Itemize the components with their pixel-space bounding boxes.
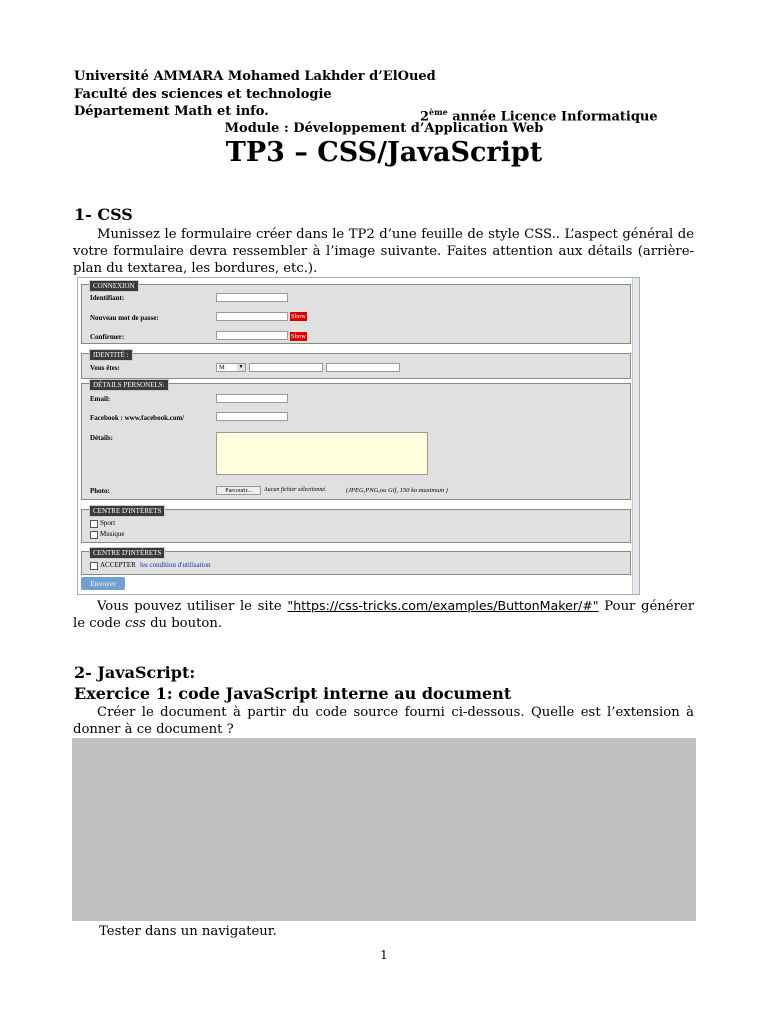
page-number: 1 [380,948,388,962]
input-nom[interactable] [249,363,323,372]
label-identifiant: Identifiant: [90,294,125,302]
show-button-2[interactable]: Show [291,333,306,340]
photo-hint: (JPEG,PNG,ou Gif, 150 ko maximum ) [346,487,448,494]
label-nouveau-mdp: Nouveau mot de passe: [90,314,159,322]
link-conditions[interactable]: les condition d'utilisation [140,561,211,569]
input-confirmer[interactable] [216,331,288,340]
legend-identite: IDENTITÉ : [89,349,133,361]
input-prenom[interactable] [326,363,400,372]
exercice-1-heading: Exercice 1: code JavaScript interne au document [74,684,512,703]
scrollbar [632,278,639,594]
fieldset-connexion [81,284,631,344]
textarea-details[interactable] [216,432,428,475]
input-nouveau-mdp[interactable] [216,312,288,321]
show-button-1[interactable]: Show [291,313,306,320]
label-details: Détails: [90,434,113,442]
fieldset-identite [81,353,631,379]
label-email: Email: [90,395,111,403]
exercice-1-paragraph: Créer le document à partir du code source fourni ci-dessous. Quelle est l’extension à donner à ce document ? [73,705,694,737]
page-title: TP3 – CSS/JavaScript [225,137,543,168]
checkbox-sport[interactable] [90,520,98,528]
faculty-name: Faculté des sciences et technologie [74,87,332,102]
year-level: 2ème année Licence Informatique [420,107,658,125]
checkbox-accepter[interactable] [90,562,98,570]
section-css-heading: 1- CSS [74,205,133,224]
section-js-heading: 2- JavaScript: [74,663,196,682]
tester-text: Tester dans un navigateur. [99,924,277,939]
legend-connexion: CONNEXION [89,280,139,292]
select-civilite[interactable]: M ▼ [216,363,246,372]
label-accepter: ACCEPTER [100,561,136,569]
legend-details: DÉTAILS PERSONELS: [89,379,169,391]
code-source-box [72,738,696,921]
section-css-paragraph: Munissez le formulaire créer dans le TP2 d’une feuille de style CSS.. L’aspect général de votre formulaire devra ressembler à l’image suivante. Faites attention aux détails (arrière-plan du textarea, les bordures, etc.). [73,227,694,276]
fieldset-centre-interets-2 [81,551,631,575]
input-facebook[interactable] [216,412,288,421]
fieldset-centre-interets-1 [81,509,631,543]
label-confirmer: Confirmer: [90,333,125,341]
label-facebook: Facebook : www.facebook.com/ [90,414,185,422]
checkbox-musique[interactable] [90,531,98,539]
fieldset-details [81,383,631,500]
label-musique: Musique [100,530,125,538]
legend-centre-1: CENTRE D'INTÉRETS [89,505,165,517]
buttonmaker-paragraph: Vous pouvez utiliser le site "https://css-tricks.com/examples/ButtonMaker/#" Pour générer le code css du bouton. [73,598,694,631]
department-name: Département Math et info. [74,104,269,119]
label-vous-etes: Vous êtes: [90,364,120,372]
university-name: Université AMMARA Mohamed Lakhder d’ElOued [74,69,436,84]
buttonmaker-link[interactable]: "https://css-tricks.com/examples/ButtonMaker/#" [287,598,599,613]
form-screenshot [77,277,640,595]
label-sport: Sport [100,519,116,527]
input-identifiant[interactable] [216,293,288,302]
module-name: Module : Développement d’Application Web [224,121,544,136]
input-email[interactable] [216,394,288,403]
legend-centre-2: CENTRE D'INTÉRETS [89,547,165,559]
parcourir-button[interactable]: Parcourir... [216,486,261,495]
envoyer-button[interactable]: Envoyer [81,577,125,590]
chevron-down-icon: ▼ [238,365,244,370]
file-status: Aucun fichier sélectionné. [264,487,327,493]
label-photo: Photo: [90,487,110,495]
